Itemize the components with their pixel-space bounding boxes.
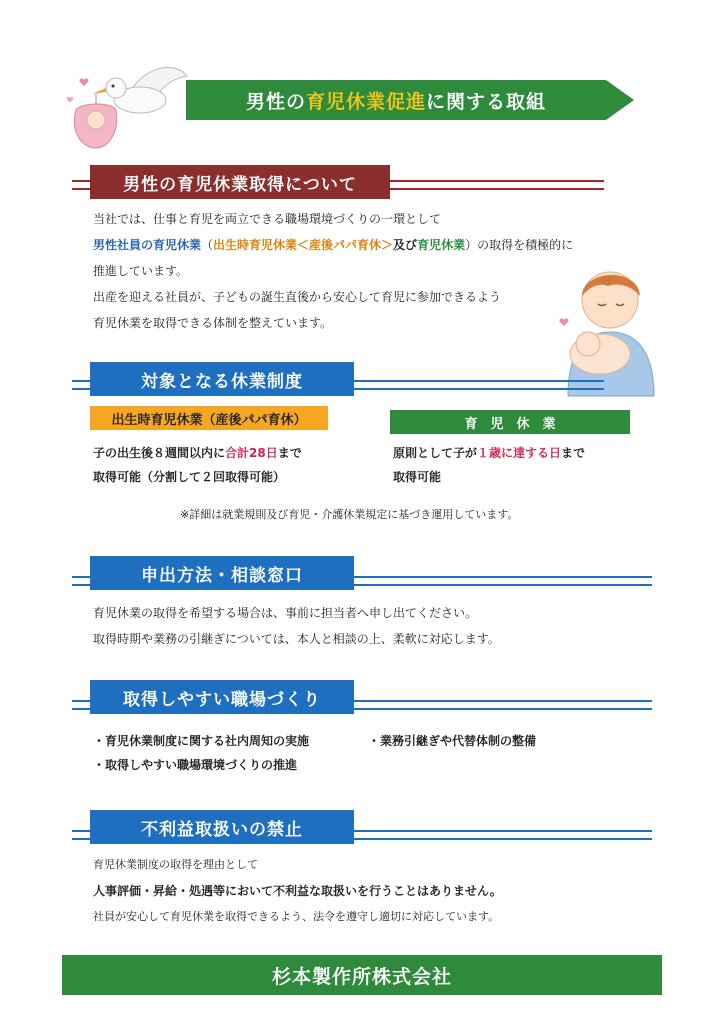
birth-leave-text: 出生時育児休業＜産後パパ育休＞	[213, 238, 394, 252]
title-highlight: 育児休業促進	[305, 90, 426, 113]
banner-arrow-tip	[606, 80, 634, 120]
paren-open: （	[201, 238, 214, 252]
title-part2: に関する取組	[426, 90, 547, 113]
birth-leave-text-c: まで	[277, 446, 302, 460]
section1-line2	[93, 232, 573, 258]
company-name-footer: 杉本製作所株式会社	[62, 955, 662, 995]
section1-line1: 当社では、仕事と育児を両立できる職場環境づくりの一環として	[93, 212, 442, 226]
childcare-leave-label: 育 児 休 業	[390, 410, 630, 434]
section3-heading: 申出方法・相談窓口	[90, 556, 354, 590]
section4-item1: ・育児休業制度に関する社内周知の実施	[93, 734, 310, 748]
section4-item3: ・取得しやすい職場環境づくりの推進	[93, 758, 298, 772]
male-leave-text: 男性社員の育児休業	[93, 238, 202, 252]
childcare-leave-text: 育児休業	[417, 238, 466, 252]
section2-note: ※詳細は就業規則及び育児・介護休業規定に基づき運用しています。	[180, 508, 519, 521]
one-year-text: １歳に達する日	[477, 446, 562, 460]
stork-with-baby-icon	[62, 58, 192, 158]
and-text: 及び	[393, 238, 418, 252]
line2-tail: ）の取得を積極的に	[465, 238, 574, 252]
childcare-text-c: まで	[561, 446, 586, 460]
childcare-leave-line1	[393, 440, 585, 466]
section1-line5: 育児休業を取得できる体制を整えています。	[93, 316, 333, 330]
page-title-banner	[186, 80, 606, 120]
birth-leave-line1	[93, 440, 302, 466]
section5-line3: 社員が安心して育児休業を取得できるよう、法令を遵守し適切に対応しています。	[93, 910, 500, 923]
total-28-days: 合計28日	[225, 446, 278, 460]
section5-line2: 人事評価・昇給・処遇等において不利益な取扱いを行うことはありません。	[93, 884, 502, 898]
birth-leave-line2: 取得可能（分割して２回取得可能）	[93, 470, 286, 484]
section1-heading: 男性の育児休業取得について	[90, 165, 390, 199]
section3-line1: 育児休業の取得を希望する場合は、事前に担当者へ申し出てください。	[93, 606, 478, 620]
childcare-leave-line2: 取得可能	[393, 470, 442, 484]
father-holding-baby-icon	[548, 258, 664, 398]
section1-line3: 推進しています。	[93, 264, 189, 278]
childcare-text-a: 原則として子が	[393, 446, 478, 460]
section5-line1: 育児休業制度の取得を理由として	[93, 858, 258, 871]
heart-icon	[559, 319, 568, 326]
birth-leave-label: 出生時育児休業（産後パパ育休）	[90, 406, 328, 430]
section5-heading: 不利益取扱いの禁止	[90, 810, 354, 844]
title-part1: 男性の	[245, 90, 306, 113]
birth-leave-text-a: 子の出生後８週間以内に	[93, 446, 226, 460]
section4-heading: 取得しやすい職場づくり	[90, 680, 354, 714]
section2-heading: 対象となる休業制度	[90, 362, 354, 396]
section3-line2: 取得時期や業務の引継ぎについては、本人と相談の上、柔軟に対応します。	[93, 632, 500, 646]
section1-line4: 出産を迎える社員が、子どもの誕生直後から安心して育児に参加できるよう	[93, 290, 502, 304]
section4-item2: ・業務引継ぎや代替体制の整備	[368, 734, 537, 748]
